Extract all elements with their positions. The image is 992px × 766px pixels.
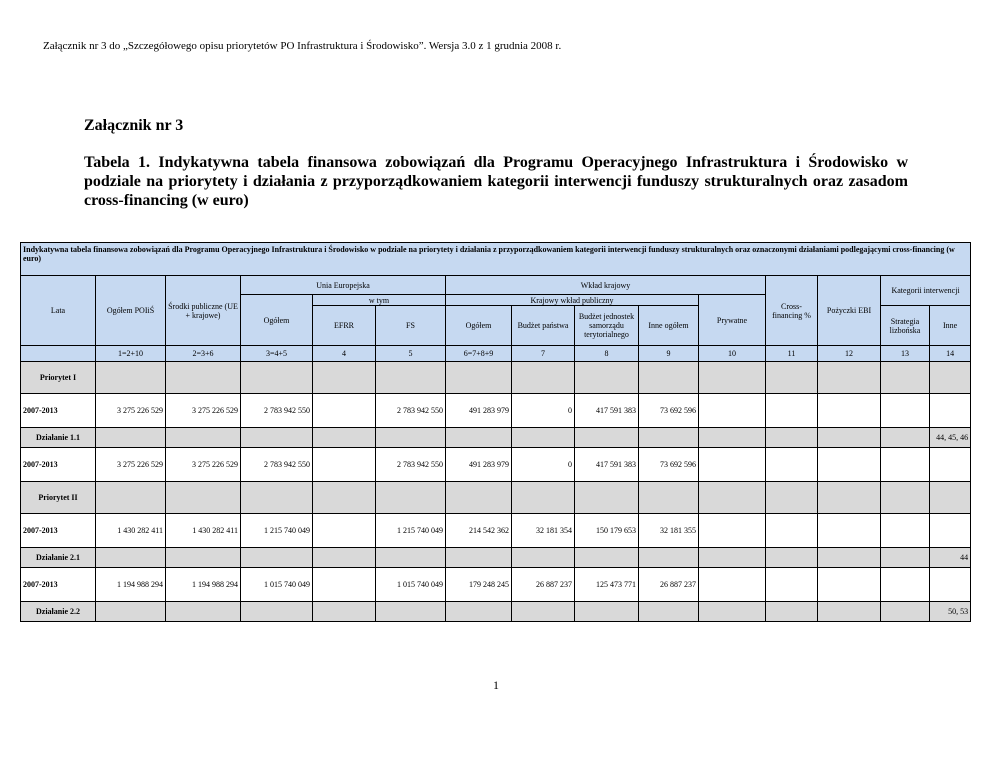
table-cell (376, 362, 446, 394)
table-cell: 73 692 596 (639, 394, 699, 428)
table-cell (881, 448, 930, 482)
table-cell (512, 548, 575, 568)
table-cell: 1 430 282 411 (96, 514, 166, 548)
table-cell: 2 783 942 550 (241, 394, 313, 428)
financial-table (20, 242, 971, 622)
col-header-inne: Inne (930, 306, 971, 346)
table-cell (166, 482, 241, 514)
section-label: Działanie 2.1 (21, 548, 96, 568)
table-cell (376, 602, 446, 622)
table-cell (699, 602, 766, 622)
table-cell (766, 568, 818, 602)
table-cell (639, 482, 699, 514)
table-cell (313, 482, 376, 514)
table-cell (313, 448, 376, 482)
col-header-strategia: Strategia lizbońska (881, 306, 930, 346)
table-cell: 1 015 740 049 (241, 568, 313, 602)
table-cell (639, 602, 699, 622)
table-cell: 73 692 596 (639, 448, 699, 482)
table-cell (766, 482, 818, 514)
table-cell (766, 362, 818, 394)
table-caption: Indykatywna tabela finansowa zobowiązań dla Programu Operacyjnego Infrastruktura i Środowisko w podziale na priorytety i działania z przyporządkowaniem kategorii interwencji funduszy strukturalnych oraz oznaczonymi działaniami podlegającymi cross-financing (w euro) (21, 243, 971, 276)
table-cell (639, 362, 699, 394)
table-row (21, 568, 971, 602)
table-cell (512, 362, 575, 394)
formula-cell: 13 (881, 346, 930, 362)
table-cell: 491 283 979 (446, 394, 512, 428)
table-cell: 179 248 245 (446, 568, 512, 602)
formula-cell: 14 (930, 346, 971, 362)
table-cell (881, 482, 930, 514)
table-cell: 2 783 942 550 (241, 448, 313, 482)
formula-cell: 10 (699, 346, 766, 362)
table-cell (313, 602, 376, 622)
table-cell (313, 428, 376, 448)
formula-cell: 12 (818, 346, 881, 362)
section-label: Działanie 1.1 (21, 428, 96, 448)
table-cell (512, 428, 575, 448)
table-cell (881, 514, 930, 548)
table-cell (446, 548, 512, 568)
section-row (21, 602, 971, 622)
category-cell (930, 362, 971, 394)
table-cell (818, 514, 881, 548)
table-cell (575, 548, 639, 568)
header-note: Załącznik nr 3 do „Szczegółowego opisu priorytetów PO Infrastruktura i Środowisko”. Wersja 3.0 z 1 grudnia 2008 r. (43, 40, 562, 52)
table-cell: 2 783 942 550 (376, 448, 446, 482)
table-cell (930, 568, 971, 602)
formula-cell: 11 (766, 346, 818, 362)
table-row (21, 394, 971, 428)
table-cell: 417 591 383 (575, 448, 639, 482)
formula-cell: 6=7+8+9 (446, 346, 512, 362)
table-cell (818, 548, 881, 568)
col-header-w-tym: w tym (313, 295, 446, 306)
table-cell (512, 482, 575, 514)
col-header-srodki-publiczne: Środki publiczne (UE + krajowe) (166, 276, 241, 346)
col-header-ue-ogolem: Ogółem (241, 295, 313, 346)
table-cell (575, 602, 639, 622)
col-header-unia-europejska: Unia Europejska (241, 276, 446, 295)
table-cell (575, 428, 639, 448)
col-header-ogolem-poiis: Ogółem POIiŚ (96, 276, 166, 346)
table-cell (699, 514, 766, 548)
table-cell: 1 194 988 294 (96, 568, 166, 602)
section-row (21, 482, 971, 514)
table-cell (766, 428, 818, 448)
table-cell (766, 394, 818, 428)
table-cell: 3 275 226 529 (96, 448, 166, 482)
table-cell: 150 179 653 (575, 514, 639, 548)
table-cell: 32 181 355 (639, 514, 699, 548)
section-label: Działanie 2.2 (21, 602, 96, 622)
col-header-budzet-panstwa: Budżet państwa (512, 306, 575, 346)
table-cell: 1 215 740 049 (376, 514, 446, 548)
formula-cell: 9 (639, 346, 699, 362)
table-cell: 2 783 942 550 (376, 394, 446, 428)
table-cell (96, 428, 166, 448)
table-cell (446, 428, 512, 448)
col-header-cross-financing: Cross-financing % (766, 276, 818, 346)
table-cell (818, 568, 881, 602)
formula-cell: 7 (512, 346, 575, 362)
table-cell: 214 542 362 (446, 514, 512, 548)
table-cell (166, 428, 241, 448)
table-cell (699, 568, 766, 602)
table-cell (575, 482, 639, 514)
table-cell (376, 482, 446, 514)
table-cell (241, 602, 313, 622)
section-row (21, 428, 971, 448)
formula-cell (21, 346, 96, 362)
table-cell (699, 428, 766, 448)
table-cell (313, 362, 376, 394)
table-cell (241, 482, 313, 514)
table-cell (881, 548, 930, 568)
table-cell: 491 283 979 (446, 448, 512, 482)
table-cell (881, 362, 930, 394)
table-cell (96, 548, 166, 568)
table-cell (313, 568, 376, 602)
category-cell (930, 482, 971, 514)
table-cell (446, 602, 512, 622)
table-cell (699, 548, 766, 568)
section-row (21, 548, 971, 568)
table-cell (699, 448, 766, 482)
table-cell (699, 362, 766, 394)
table-cell: 3 275 226 529 (166, 448, 241, 482)
table-cell (881, 394, 930, 428)
table-cell (930, 394, 971, 428)
table-cell (241, 362, 313, 394)
table-cell (512, 602, 575, 622)
formula-cell: 8 (575, 346, 639, 362)
table-cell (313, 394, 376, 428)
table-cell (818, 394, 881, 428)
section-label: Priorytet II (21, 482, 96, 514)
formula-cell: 4 (313, 346, 376, 362)
col-header-pozyczki-ebi: Pożyczki EBI (818, 276, 881, 346)
table-cell (376, 548, 446, 568)
table-cell (241, 548, 313, 568)
table-row (21, 448, 971, 482)
table-cell (930, 448, 971, 482)
table-cell: 26 887 237 (512, 568, 575, 602)
col-header-prywatne: Prywatne (699, 295, 766, 346)
formula-cell: 2=3+6 (166, 346, 241, 362)
table-cell (639, 548, 699, 568)
document-heading: Załącznik nr 3 (84, 117, 184, 134)
table-cell: 0 (512, 394, 575, 428)
table-cell (96, 602, 166, 622)
table-cell (446, 482, 512, 514)
col-header-budzet-jst: Budżet jednostek samorządu terytorialnego (575, 306, 639, 346)
table-cell (818, 602, 881, 622)
formula-cell: 1=2+10 (96, 346, 166, 362)
table-cell (818, 448, 881, 482)
table-cell: 26 887 237 (639, 568, 699, 602)
table-cell (818, 482, 881, 514)
row-period: 2007-2013 (21, 568, 96, 602)
formula-cell: 3=4+5 (241, 346, 313, 362)
table-cell (96, 482, 166, 514)
table-cell (639, 428, 699, 448)
table-cell (446, 362, 512, 394)
table-cell (313, 548, 376, 568)
col-header-efrr: EFRR (313, 306, 376, 346)
table-cell (699, 394, 766, 428)
table-cell: 3 275 226 529 (166, 394, 241, 428)
page-number: 1 (493, 678, 499, 692)
table-cell (376, 428, 446, 448)
table-cell (699, 482, 766, 514)
table-cell (881, 568, 930, 602)
table-cell: 3 275 226 529 (96, 394, 166, 428)
col-header-kr-ogolem: Ogółem (446, 306, 512, 346)
table-cell (930, 514, 971, 548)
table-cell (766, 548, 818, 568)
table-cell (818, 428, 881, 448)
table-cell (881, 602, 930, 622)
table-cell (166, 362, 241, 394)
section-row (21, 362, 971, 394)
table-cell (166, 602, 241, 622)
table-cell (96, 362, 166, 394)
table-cell: 417 591 383 (575, 394, 639, 428)
table-cell: 0 (512, 448, 575, 482)
row-period: 2007-2013 (21, 514, 96, 548)
col-header-kategorie: Kategorii interwencji (881, 276, 971, 306)
table-cell: 125 473 771 (575, 568, 639, 602)
category-cell: 50, 53 (930, 602, 971, 622)
table-cell (313, 514, 376, 548)
col-header-fs: FS (376, 306, 446, 346)
col-header-krajowy-wklad-publiczny: Krajowy wkład publiczny (446, 295, 699, 306)
col-header-inne-ogolem: Inne ogółem (639, 306, 699, 346)
formula-cell: 5 (376, 346, 446, 362)
row-period: 2007-2013 (21, 394, 96, 428)
table-cell (766, 514, 818, 548)
table-cell: 32 181 354 (512, 514, 575, 548)
table-cell (166, 548, 241, 568)
table-cell: 1 430 282 411 (166, 514, 241, 548)
document-title: Tabela 1. Indykatywna tabela finansowa zobowiązań dla Programu Operacyjnego Infrastruktura i Środowisko w podziale na priorytety i działania z przyporządkowaniem kategorii interwencji funduszy strukturalnych oraz zasadom cross-financing (w euro) (84, 154, 908, 209)
table-cell: 1 215 740 049 (241, 514, 313, 548)
table-cell: 1 015 740 049 (376, 568, 446, 602)
section-label: Priorytet I (21, 362, 96, 394)
row-period: 2007-2013 (21, 448, 96, 482)
table-cell (818, 362, 881, 394)
table-cell (766, 448, 818, 482)
table-cell (241, 428, 313, 448)
table-row (21, 514, 971, 548)
table-cell (575, 362, 639, 394)
col-header-wklad-krajowy: Wkład krajowy (446, 276, 766, 295)
table-cell (766, 602, 818, 622)
category-cell: 44 (930, 548, 971, 568)
col-header-lata: Lata (21, 276, 96, 346)
table-cell: 1 194 988 294 (166, 568, 241, 602)
category-cell: 44, 45, 46 (930, 428, 971, 448)
table-cell (881, 428, 930, 448)
formula-row (21, 346, 971, 362)
